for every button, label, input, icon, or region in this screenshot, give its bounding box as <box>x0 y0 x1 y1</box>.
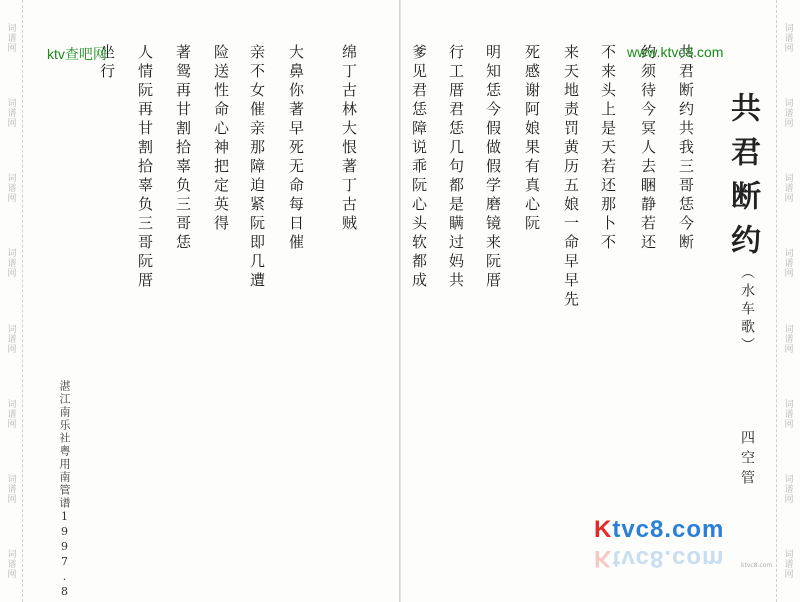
song-title: 共君断约 <box>725 92 760 268</box>
lyric-column-left-3: 亲不女催亲那障迫紧阮即几遭 <box>248 44 266 291</box>
song-subtitle: （水车歌） <box>739 265 755 355</box>
margin-mark: 词谱网 <box>5 549 16 580</box>
lyric-column-left-6: 人情阮再甘割拾辜负三哥阮厝 <box>136 44 154 291</box>
lyric-column-left-2: 大鼻你著早死无命每日催 <box>287 44 305 253</box>
margin-mark: 词谱网 <box>782 97 793 128</box>
publisher-footer: 湛江南乐社粤用南管谱1997.8 <box>58 380 71 600</box>
right-margin-watermark-strip <box>776 0 799 602</box>
lyric-column-right-5: 死感谢阿娘果有真心阮 <box>523 44 541 234</box>
margin-mark: 词谱网 <box>782 173 793 204</box>
margin-mark: 词谱网 <box>5 22 16 53</box>
lyric-column-right-4: 来天地责罚黄历五娘一命早早先 <box>562 44 580 310</box>
lyric-column-left-1: 绵丁古林大恨著丁古贼 <box>340 44 358 234</box>
lyric-column-right-1: 共君断约共我三哥恁今断 <box>677 44 695 253</box>
left-margin-watermark-strip <box>0 0 23 602</box>
lyric-column-right-3: 不来头上是天若还那卜不 <box>599 44 617 253</box>
margin-mark: 词谱网 <box>5 323 16 354</box>
logo-reflection-rest: tvc8.com <box>612 545 725 572</box>
margin-mark: 词谱网 <box>5 398 16 429</box>
logo-reflection-k: K <box>594 545 613 572</box>
page-fold <box>399 0 401 602</box>
margin-mark: 词谱网 <box>782 474 793 505</box>
lyric-column-right-7: 行工厝君恁几句都是瞒过妈共 <box>447 44 465 291</box>
logo-k: K <box>594 516 613 543</box>
site-logo-reflection <box>594 544 724 572</box>
corner-stamp: ktvc8.com <box>741 562 773 569</box>
watermark-right: www.ktvc8.com <box>627 44 724 60</box>
lyric-column-left-5: 著鸳再甘割拾辜负三哥恁 <box>174 44 192 253</box>
margin-mark: 词谱网 <box>782 323 793 354</box>
tune-mode: 四空管 <box>739 430 755 490</box>
lyric-column-right-6: 明知恁今假做假学磨镜来阮厝 <box>484 44 502 291</box>
margin-mark: 词谱网 <box>782 22 793 53</box>
margin-mark: 词谱网 <box>782 549 793 580</box>
margin-mark: 词谱网 <box>782 398 793 429</box>
lyric-column-left-7: 坐行 <box>98 44 116 82</box>
lyric-column-left-4: 险送性命心神把定英得 <box>212 44 230 234</box>
logo-rest: tvc8.com <box>612 516 725 543</box>
margin-mark: 词谱网 <box>782 248 793 279</box>
site-logo <box>594 516 724 544</box>
margin-mark: 词谱网 <box>5 474 16 505</box>
lyric-column-right-8: 爹见君恁障说乖阮心头软都成 <box>410 44 428 291</box>
margin-mark: 词谱网 <box>5 248 16 279</box>
watermark-left: ktv查吧网 <box>47 46 107 62</box>
margin-mark: 词谱网 <box>5 97 16 128</box>
lyric-column-right-2: 约须待今冥人去睏静若还 <box>639 44 657 253</box>
margin-mark: 词谱网 <box>5 173 16 204</box>
